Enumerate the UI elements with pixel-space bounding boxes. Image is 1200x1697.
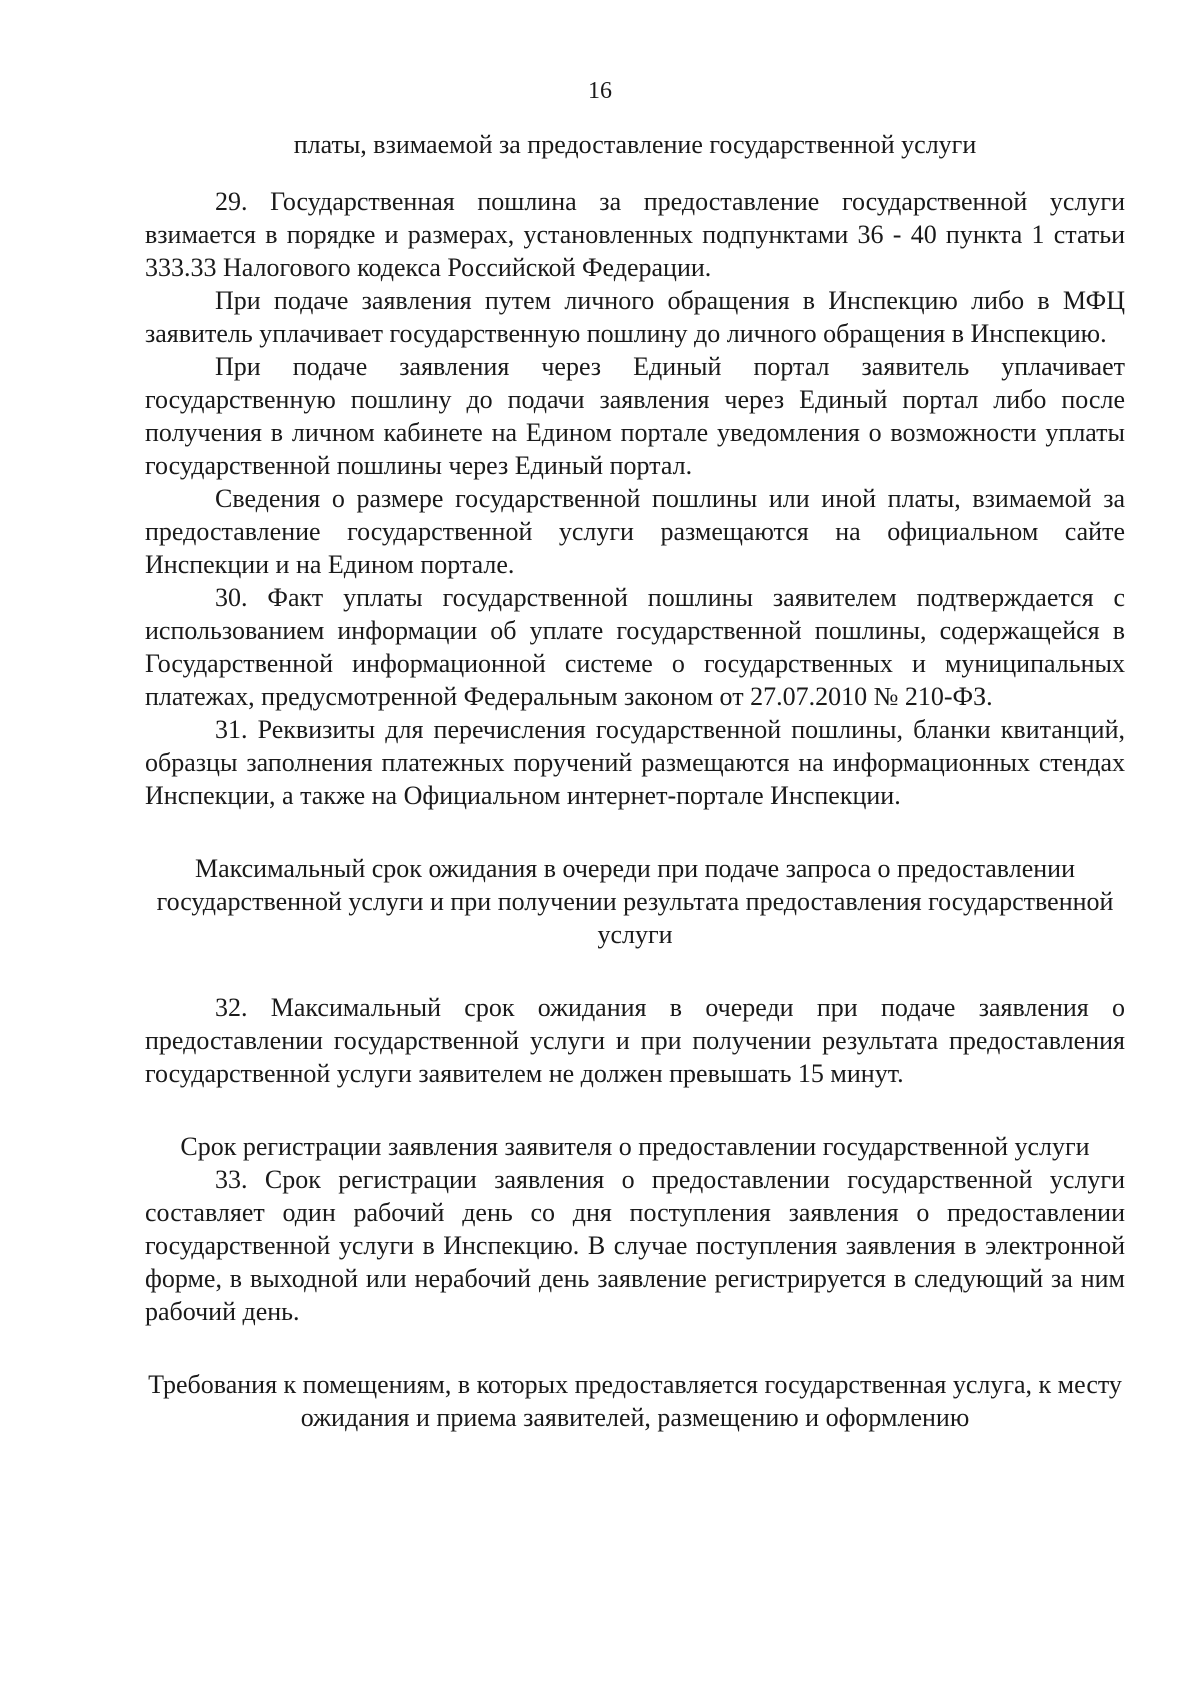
spacer (145, 1090, 1125, 1130)
section-heading-premises-requirements: Требования к помещениям, в которых предоставляется государственная услуга, к месту ожидания и приема заявителей, размещению и оформлению (148, 1370, 1122, 1432)
paragraph-30: 30. Факт уплаты государственной пошлины заявителем подтверждается с использованием информации об уплате государственной пошлины, содержащейся в Государственной информационной системе о государственных и муниципальных платежах, предусмотренной Федеральным законом от 27.07.2010 № 210-ФЗ. (145, 583, 1125, 711)
section-heading-fee-continuation: платы, взимаемой за предоставление государственной услуги (293, 130, 977, 159)
spacer (145, 951, 1125, 991)
paragraph-29: 29. Государственная пошлина за предоставление государственной услуги взимается в порядке и размерах, установленных подпунктами 36 - 40 пункта 1 статьи 333.33 Налогового кодекса Российской Федерации. (145, 187, 1125, 282)
section-heading-queue-time: Максимальный срок ожидания в очереди при подаче запроса о предоставлении государственной услуги и при получении результата предоставления государственной услуги (156, 854, 1114, 949)
spacer (145, 1328, 1125, 1368)
paragraph-29-personal-appeal: При подаче заявления путем личного обращения в Инспекцию либо в МФЦ заявитель уплачивает государственную пошлину до личного обращения в Инспекцию. (145, 286, 1125, 348)
section-heading-registration-time: Срок регистрации заявления заявителя о предоставлении государственной услуги (180, 1132, 1090, 1161)
paragraph-29-fee-information: Сведения о размере государственной пошлины или иной платы, взимаемой за предоставление государственной услуги размещаются на официальном сайте Инспекции и на Едином портале. (145, 484, 1125, 579)
paragraph-32: 32. Максимальный срок ожидания в очереди при подаче заявления о предоставлении государственной услуги и при получении результата предоставления государственной услуги заявителем не должен превышать 15 минут. (145, 993, 1125, 1088)
paragraph-33: 33. Срок регистрации заявления о предоставлении государственной услуги составляет один рабочий день со дня поступления заявления о предоставлении государственной услуги в Инспекцию. В случае поступления заявления в электронной форме, в выходной или нерабочий день заявление регистрируется в следующий за ним рабочий день. (145, 1165, 1125, 1326)
paragraph-31: 31. Реквизиты для перечисления государственной пошлины, бланки квитанций, образцы заполнения платежных поручений размещаются на информационных стендах Инспекции, а также на Официальном интернет-портале Инспекции. (145, 715, 1125, 810)
spacer (145, 812, 1125, 852)
paragraph-29-unified-portal: При подаче заявления через Единый портал заявитель уплачивает государственную пошлину до подачи заявления через Единый портал либо после получения в личном кабинете на Едином портале уведомления о возможности уплаты государственной пошлины через Единый портал. (145, 352, 1125, 480)
document-body (145, 128, 1125, 1434)
page-number: 16 (588, 78, 612, 104)
spacer (145, 161, 1125, 185)
